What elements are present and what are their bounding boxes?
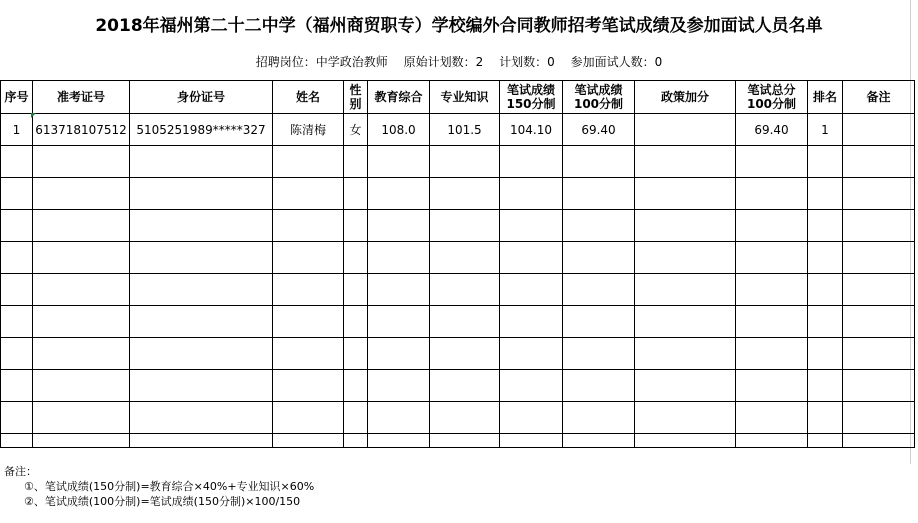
empty-cell[interactable]: [1, 146, 33, 178]
cell-id[interactable]: 5105251989*****327: [130, 114, 273, 146]
table-row: [1, 402, 915, 434]
empty-cell[interactable]: [500, 402, 563, 434]
table-row: [1, 306, 915, 338]
cell-score150[interactable]: 104.10: [500, 114, 563, 146]
empty-cell[interactable]: [1, 242, 33, 274]
empty-cell[interactable]: [130, 210, 273, 242]
table-row: [1, 210, 915, 242]
empty-cell[interactable]: [843, 370, 915, 402]
empty-cell[interactable]: [430, 338, 500, 370]
empty-cell[interactable]: [130, 338, 273, 370]
empty-cell[interactable]: [736, 370, 808, 402]
empty-cell[interactable]: [563, 306, 635, 338]
empty-cell[interactable]: [33, 146, 130, 178]
empty-cell[interactable]: [808, 338, 843, 370]
empty-cell[interactable]: [563, 242, 635, 274]
table-row: [1, 434, 915, 448]
notes-heading: 备注：: [4, 465, 37, 478]
empty-cell[interactable]: [368, 306, 430, 338]
empty-cell[interactable]: [635, 210, 736, 242]
table-row: [1, 338, 915, 370]
empty-cell[interactable]: [33, 242, 130, 274]
empty-cell[interactable]: [563, 402, 635, 434]
col-header-score100[interactable]: 笔试成绩100分制: [563, 81, 635, 114]
empty-cell[interactable]: [500, 242, 563, 274]
position-label: 招聘岗位：中学政治教师: [255, 55, 388, 69]
empty-cell[interactable]: [130, 242, 273, 274]
cell-total[interactable]: 69.40: [736, 114, 808, 146]
recruitment-summary: [0, 52, 918, 72]
cell-remark[interactable]: [843, 114, 915, 146]
results-table-wrap: [0, 80, 915, 448]
empty-cell[interactable]: [344, 178, 368, 210]
empty-cell[interactable]: [33, 434, 130, 448]
empty-cell[interactable]: [430, 210, 500, 242]
empty-cell[interactable]: [843, 402, 915, 434]
empty-cell[interactable]: [808, 370, 843, 402]
empty-cell[interactable]: [808, 434, 843, 448]
empty-cell[interactable]: [430, 306, 500, 338]
empty-cell[interactable]: [635, 338, 736, 370]
table-row: [1, 370, 915, 402]
empty-cell[interactable]: [635, 434, 736, 448]
empty-cell[interactable]: [344, 146, 368, 178]
empty-cell[interactable]: [1, 402, 33, 434]
plan-count: 计划数：0: [499, 55, 555, 69]
empty-cell[interactable]: [430, 242, 500, 274]
empty-cell[interactable]: [33, 274, 130, 306]
col-header-major[interactable]: 专业知识: [430, 81, 500, 114]
empty-cell[interactable]: [1, 210, 33, 242]
cell-major[interactable]: 101.5: [430, 114, 500, 146]
empty-cell[interactable]: [736, 338, 808, 370]
col-header-total[interactable]: 笔试总分100分制: [736, 81, 808, 114]
table-row: [1, 146, 915, 178]
results-table: [0, 80, 915, 448]
empty-cell[interactable]: [1, 434, 33, 448]
empty-cell[interactable]: [33, 402, 130, 434]
notes-section: [4, 464, 314, 509]
planned-count: 原始计划数：2: [403, 55, 484, 69]
empty-cell[interactable]: [430, 370, 500, 402]
empty-cell[interactable]: [130, 370, 273, 402]
empty-cell[interactable]: [368, 402, 430, 434]
cell-bonus[interactable]: [635, 114, 736, 146]
interview-count: 参加面试人数：0: [570, 55, 663, 69]
empty-cell[interactable]: [843, 242, 915, 274]
empty-cell[interactable]: [843, 146, 915, 178]
col-header-remark[interactable]: 备注: [843, 81, 915, 114]
empty-cell[interactable]: [273, 402, 344, 434]
empty-cell[interactable]: [635, 274, 736, 306]
table-row: [1, 114, 915, 146]
cell-rank[interactable]: 1: [808, 114, 843, 146]
empty-cell[interactable]: [130, 434, 273, 448]
empty-cell[interactable]: [344, 434, 368, 448]
col-header-id[interactable]: 身份证号: [130, 81, 273, 114]
empty-cell[interactable]: [368, 242, 430, 274]
empty-cell[interactable]: [430, 178, 500, 210]
cell-comment-marker: [31, 113, 36, 118]
empty-cell[interactable]: [1, 338, 33, 370]
empty-cell[interactable]: [130, 306, 273, 338]
empty-cell[interactable]: [344, 402, 368, 434]
empty-cell[interactable]: [273, 306, 344, 338]
empty-cell[interactable]: [344, 370, 368, 402]
empty-cell[interactable]: [430, 434, 500, 448]
empty-cell[interactable]: [368, 274, 430, 306]
empty-cell[interactable]: [344, 306, 368, 338]
empty-cell[interactable]: [500, 306, 563, 338]
col-header-rank[interactable]: 排名: [808, 81, 843, 114]
cell-name[interactable]: 陈清梅: [273, 114, 344, 146]
empty-cell[interactable]: [808, 242, 843, 274]
empty-cell[interactable]: [130, 146, 273, 178]
empty-cell[interactable]: [843, 306, 915, 338]
cell-score100[interactable]: 69.40: [563, 114, 635, 146]
empty-cell[interactable]: [368, 210, 430, 242]
col-header-ticket[interactable]: 准考证号: [33, 81, 130, 114]
empty-cell[interactable]: [808, 402, 843, 434]
empty-cell[interactable]: [500, 274, 563, 306]
empty-cell[interactable]: [368, 370, 430, 402]
empty-cell[interactable]: [500, 434, 563, 448]
cell-ticket[interactable]: 613718107512: [33, 114, 130, 146]
empty-cell[interactable]: [430, 402, 500, 434]
empty-cell[interactable]: [430, 274, 500, 306]
empty-cell[interactable]: [273, 242, 344, 274]
col-header-edu[interactable]: 教育综合: [368, 81, 430, 114]
empty-cell[interactable]: [33, 370, 130, 402]
empty-cell[interactable]: [736, 306, 808, 338]
empty-cell[interactable]: [843, 434, 915, 448]
empty-cell[interactable]: [635, 146, 736, 178]
col-header-gender[interactable]: 性别: [344, 81, 368, 114]
empty-cell[interactable]: [843, 178, 915, 210]
empty-cell[interactable]: [563, 178, 635, 210]
col-header-name[interactable]: 姓名: [273, 81, 344, 114]
empty-cell[interactable]: [273, 146, 344, 178]
empty-cell[interactable]: [808, 146, 843, 178]
empty-cell[interactable]: [736, 178, 808, 210]
empty-cell[interactable]: [130, 402, 273, 434]
table-row: [1, 178, 915, 210]
empty-cell[interactable]: [500, 210, 563, 242]
empty-cell[interactable]: [808, 274, 843, 306]
empty-cell[interactable]: [635, 178, 736, 210]
empty-cell[interactable]: [273, 210, 344, 242]
col-header-bonus[interactable]: 政策加分: [635, 81, 736, 114]
empty-cell[interactable]: [563, 338, 635, 370]
empty-cell[interactable]: [1, 274, 33, 306]
empty-cell[interactable]: [1, 370, 33, 402]
empty-cell[interactable]: [843, 274, 915, 306]
cell-seq[interactable]: 1: [1, 114, 33, 146]
empty-cell[interactable]: [563, 210, 635, 242]
empty-cell[interactable]: [368, 146, 430, 178]
empty-cell[interactable]: [843, 210, 915, 242]
empty-cell[interactable]: [736, 274, 808, 306]
empty-cell[interactable]: [273, 178, 344, 210]
empty-cell[interactable]: [635, 242, 736, 274]
empty-cell[interactable]: [500, 370, 563, 402]
empty-cell[interactable]: [130, 178, 273, 210]
empty-cell[interactable]: [808, 210, 843, 242]
cell-edu[interactable]: 108.0: [368, 114, 430, 146]
empty-cell[interactable]: [736, 242, 808, 274]
empty-cell[interactable]: [344, 210, 368, 242]
empty-cell[interactable]: [736, 210, 808, 242]
empty-cell[interactable]: [563, 370, 635, 402]
empty-cell[interactable]: [344, 242, 368, 274]
empty-cell[interactable]: [808, 306, 843, 338]
empty-cell[interactable]: [843, 338, 915, 370]
note-item: ②、笔试成绩(100分制)=笔试成绩(150分制)×100/150: [24, 495, 301, 508]
empty-cell[interactable]: [33, 178, 130, 210]
empty-cell[interactable]: [33, 306, 130, 338]
page-title: 2018年福州第二十二中学（福州商贸职专）学校编外合同教师招考笔试成绩及参加面试人员名单: [95, 16, 823, 36]
empty-cell[interactable]: [368, 434, 430, 448]
empty-cell[interactable]: [500, 146, 563, 178]
empty-cell[interactable]: [368, 338, 430, 370]
empty-rows: [1, 146, 915, 448]
empty-cell[interactable]: [344, 274, 368, 306]
cell-gender[interactable]: 女: [344, 114, 368, 146]
empty-cell[interactable]: [273, 434, 344, 448]
empty-cell[interactable]: [635, 306, 736, 338]
table-row: [1, 242, 915, 274]
empty-cell[interactable]: [1, 306, 33, 338]
empty-cell[interactable]: [130, 274, 273, 306]
col-header-score150[interactable]: 笔试成绩150分制: [500, 81, 563, 114]
empty-cell[interactable]: [33, 338, 130, 370]
empty-cell[interactable]: [368, 178, 430, 210]
empty-cell[interactable]: [430, 146, 500, 178]
empty-cell[interactable]: [563, 146, 635, 178]
empty-cell[interactable]: [736, 146, 808, 178]
empty-cell[interactable]: [563, 274, 635, 306]
empty-cell[interactable]: [635, 370, 736, 402]
empty-cell[interactable]: [273, 370, 344, 402]
empty-cell[interactable]: [273, 338, 344, 370]
empty-cell[interactable]: [500, 178, 563, 210]
empty-cell[interactable]: [563, 434, 635, 448]
empty-cell[interactable]: [1, 178, 33, 210]
col-header-seq[interactable]: 序号: [1, 81, 33, 114]
empty-cell[interactable]: [500, 338, 563, 370]
table-row: [1, 274, 915, 306]
empty-cell[interactable]: [808, 178, 843, 210]
empty-cell[interactable]: [344, 338, 368, 370]
note-item: ①、笔试成绩(150分制)=教育综合×40%+专业知识×60%: [24, 480, 315, 493]
empty-cell[interactable]: [273, 274, 344, 306]
empty-cell[interactable]: [33, 210, 130, 242]
header-row: [1, 81, 915, 114]
empty-cell[interactable]: [736, 434, 808, 448]
empty-cell[interactable]: [736, 402, 808, 434]
empty-cell[interactable]: [635, 402, 736, 434]
